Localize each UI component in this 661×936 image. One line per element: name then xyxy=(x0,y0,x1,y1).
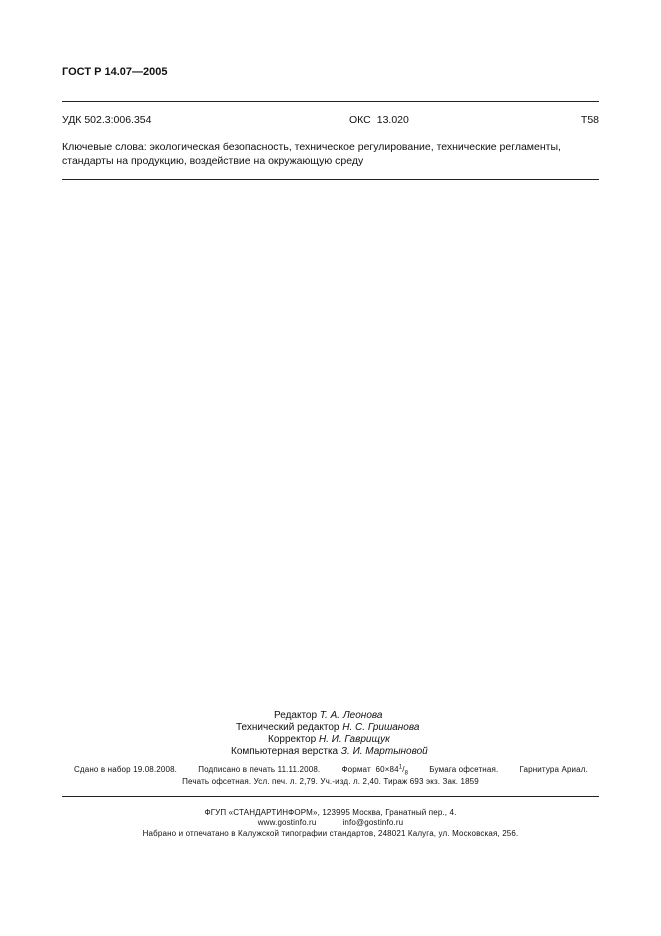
top-divider xyxy=(62,101,599,102)
oks-label: ОКС xyxy=(349,114,371,126)
publisher-address: ФГУП «СТАНДАРТИНФОРМ», 123995 Москва, Гранатный пер., 4. xyxy=(204,808,457,817)
credit-name: Т. А. Леонова xyxy=(319,710,383,721)
signed-date: Подписано в печать 11.11.2008. xyxy=(198,765,321,774)
keywords-divider xyxy=(62,179,599,180)
bottom-divider xyxy=(62,796,599,797)
paper-format: Формат $60\times 84^1/_8$ xyxy=(341,764,409,777)
paper-type: Бумага офсетная. xyxy=(429,765,499,774)
udk-code: УДК 502.3:006.354 xyxy=(62,114,152,126)
credit-name: З. И. Мартыновой xyxy=(340,746,428,757)
t-code: Т58 xyxy=(580,114,599,126)
credit-tech-editor xyxy=(236,722,419,735)
credit-role: Редактор xyxy=(274,710,318,721)
publisher-website: www.gostinfo.ru xyxy=(257,818,317,827)
credit-corrector xyxy=(268,734,390,747)
oks-value: 13.020 xyxy=(376,114,409,126)
oks-code xyxy=(349,114,409,126)
credit-role: Технический редактор xyxy=(236,722,340,733)
standard-number: ГОСТ Р 14.07—2005 xyxy=(62,66,168,78)
submitted-date: Сдано в набор 19.08.2008. xyxy=(74,765,178,774)
credit-name: Н. И. Гаврищук xyxy=(318,734,390,745)
print-info-line-1 xyxy=(74,764,588,777)
credit-role: Компьютерная верстка xyxy=(231,746,339,757)
keywords-text: Ключевые слова: экологическая безопасность, техническое регулирование, технические регламенты, стандарты на продукцию, воздействие на окружающую среду xyxy=(62,141,561,167)
printing-house: Набрано и отпечатано в Калужской типографии стандартов, 248021 Калуга, ул. Московская, 256. xyxy=(142,829,519,838)
credit-editor xyxy=(274,710,382,723)
publisher-contacts xyxy=(0,818,661,827)
print-info-line-2: Печать офсетная. Усл. печ. л. 2,79. Уч.-изд. л. 2,40. Тираж 693 экз. Зак. 1859 xyxy=(182,777,479,786)
credit-role: Корректор xyxy=(268,734,317,745)
credit-name: Н. С. Гришанова xyxy=(342,722,420,733)
publisher-email: info@gostinfo.ru xyxy=(342,818,404,827)
credit-layout xyxy=(231,746,428,759)
typeface: Гарнитура Ариал. xyxy=(519,765,588,774)
